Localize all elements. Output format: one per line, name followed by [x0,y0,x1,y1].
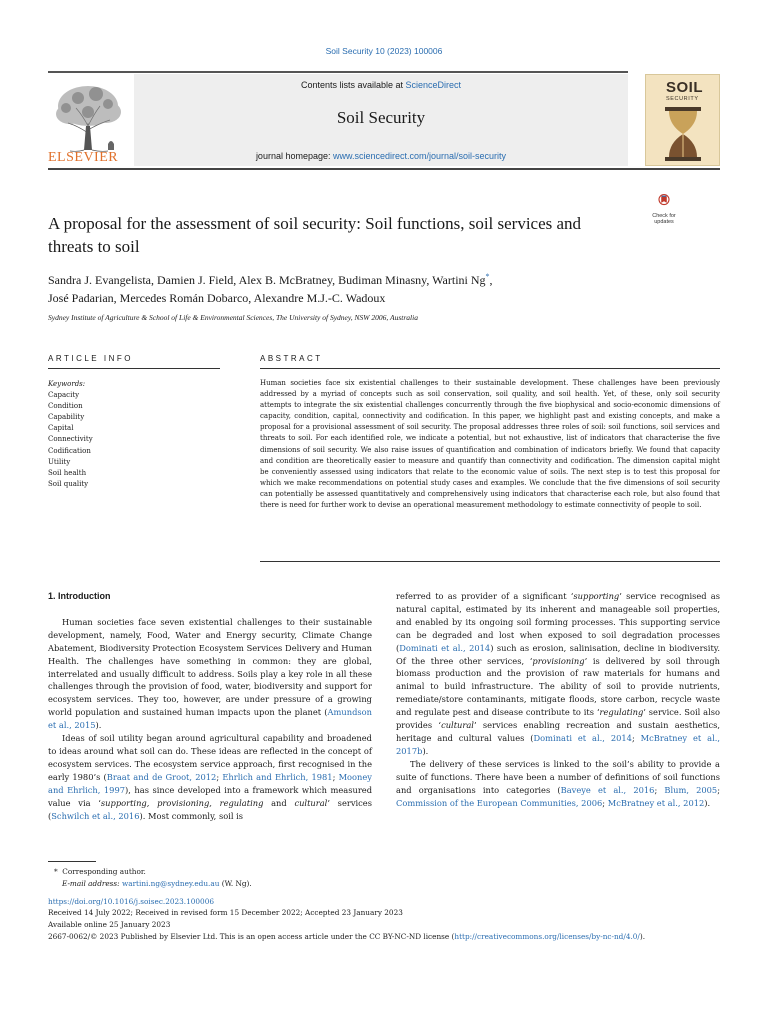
cover-subtitle: SECURITY [666,96,699,102]
citation-link[interactable]: McBratney et al., 2017b [396,732,720,756]
journal-homepage-link[interactable]: www.sciencedirect.com/journal/soil-security [333,151,507,161]
citation-link[interactable]: Schwilch et al., 2016 [51,810,140,821]
authors-line-1 [48,268,668,289]
text-run: ; [602,797,608,808]
authors-line-1-end: , [489,273,493,287]
masthead-top-rule [48,71,628,73]
sciencedirect-link[interactable]: ScienceDirect [405,80,462,90]
keyword-item: Capacity [48,391,80,400]
italic-run: supporting, provisioning, regulating [100,797,264,808]
keyword-item: Soil health [48,468,87,477]
journal-title: Soil Security [336,108,426,127]
authors-line-1-text: Sandra J. Evangelista, Damien J. Field, Alex B. McBratney, Budiman Minasny, Wartini Ng [48,273,486,287]
contents-prefix: Contents lists available at [300,80,406,90]
footnotes [48,866,728,943]
italic-run: supporting [573,591,620,601]
text-run: ; [717,784,720,795]
text-run: ). Most commonly, soil is [139,810,244,821]
received-dates: Received 14 July 2022; Received in revised form 15 December 2022; Accepted 23 January 2023 [48,908,403,918]
citation-link[interactable]: Dominati et al., 2014 [533,732,632,743]
text-run: Ideas of soil utility began around agricultural capability and broadened to ideas around what soil can do. These ideas are reflected in the concept of ecosystem services. The ecosystem service approach, first recognised in the early 1980’s ( [48,733,372,782]
italic-run: provisioning [532,655,585,666]
italic-run: regulating [599,707,644,718]
masthead-bottom-rule [48,168,720,170]
cover-title: SOIL [666,79,704,96]
homepage-line [134,151,628,161]
text-run: ; [654,784,665,795]
text-run: ’ services enabling recreation and sustain aesthetics, heritage and cultural values ( [396,720,720,743]
body-column-right [396,590,720,809]
citation-link[interactable]: Amundson et al., 2015 [48,707,372,731]
abstract-rule [260,368,720,369]
citation-link[interactable]: McBratney et al., 2012 [607,797,705,808]
license-link[interactable]: http://creativecommons.org/licenses/by-nc-nd/4.0/ [454,931,640,941]
text-run: Human societies face seven existential challenges to their sustainable development, namely, Food, Water and Energy security, Climate Change Abatement, Biodiversity Protection Ecosystem Services Delivery and Human Health. The challenges have something in common: they are global, interrelated and usually difficult to address. Soils play a key role in all these challenges through the provision of food, water, biodiversity and support for ecosystem services. They too, however, are under pressure of a growing world population and sustained human impacts upon the planet ( [48,616,372,718]
keyword-item: Codification [48,446,91,455]
text-run: ). [95,720,102,731]
citation-link[interactable]: Mooney and Ehrlich, 1997 [48,771,372,795]
keyword-item: Condition [48,402,83,411]
italic-run: cultural [294,797,328,808]
authors-line-2: José Padarian, Mercedes Román Dobarco, Alexandre M.J.-C. Wadoux [48,291,386,305]
hourglass-icon [662,105,704,163]
text-run: The delivery of these services is linked to the soil’s ability to provide a suite of functions. There have been a number of definitions of soil functions and organisations into categories ( [396,758,720,795]
text-run: and [263,797,295,808]
citation-link[interactable]: Commission of the European Communities, 2006 [396,797,603,808]
license-text-end: ). [639,931,646,941]
text-run: ’ service. Soil also provides ‘ [396,707,720,731]
body-column-left [48,590,372,822]
journal-cover[interactable] [645,74,720,166]
text-run: ; [631,732,641,743]
corresponding-author-text: Corresponding author. [62,867,146,876]
check-for-updates-icon[interactable] [646,194,682,214]
contents-line [134,80,628,90]
email-note [48,878,728,890]
italic-run: cultural [441,720,474,731]
keyword-item: Connectivity [48,435,93,444]
text-run: ’ services ( [48,797,372,821]
text-run: referred to as provider of a significant ‘ [396,591,574,601]
text-run: ; [216,771,223,782]
text-run: ’ service recognised as natural capital, estimated by its inherent and manageable soil properties, and enabled by its ongoing soil forming processes. This supporting service can be degraded and lost when exposed to soil degradation processes ( [396,591,721,653]
available-online: Available online 25 January 2023 [48,920,171,930]
intro-paragraph-2-continued [396,590,720,758]
email-owner: (W. Ng). [219,878,252,888]
homepage-label: journal homepage: [255,151,333,161]
text-run: ). [704,797,711,808]
keyword-item: Capital [48,424,74,433]
doi-link[interactable]: https://doi.org/10.1016/j.soisec.2023.100006 [48,896,214,906]
citation-link[interactable]: Blum, 2005 [664,784,718,795]
corresponding-author-mark[interactable]: * [485,272,490,281]
citation-link[interactable]: Dominati et al., 2014 [399,642,491,653]
abstract-heading: ABSTRACT [260,354,323,363]
corresponding-author-note [48,866,728,878]
footnote-rule [48,861,96,862]
intro-paragraph-2 [48,732,372,822]
intro-paragraph-3 [396,758,720,810]
citation-link[interactable]: Ehrlich and Ehrlich, 1981 [222,771,333,782]
text-run: ; [332,771,339,782]
text-run: ’ is delivered by soil through biomass production and the provision of raw materials for humans and animal to build infrastructure. The ability of soil to provide nutrients, remediate/store contaminants, mitigate floods, store carbon, recycle waste and regulate pest and disease contribute to its ‘ [396,655,720,718]
keyword-item: Utility [48,457,71,466]
keywords-label: Keywords: [48,380,86,388]
article-info-rule [48,368,220,369]
keyword-item: Capability [48,413,85,422]
article-info-heading: ARTICLE INFO [48,354,133,363]
email-link[interactable]: wartini.ng@sydney.edu.au [121,878,220,888]
article-title: A proposal for the assessment of soil security: Soil functions, soil services and threats to soil [48,214,582,256]
journal-citation[interactable]: Soil Security 10 (2023) 100006 [325,46,443,56]
author-list [48,268,668,307]
license-text: 2667-0062/© 2023 Published by Elsevier Ltd. This is an open access article under the CC BY-NC-ND license ( [48,931,455,941]
check-for-updates-label[interactable]: Check for updates [652,213,676,225]
keywords-list [48,379,228,490]
citation-link[interactable]: Baveye et al., 2016 [560,784,655,795]
section-heading-introduction: 1. Introduction [48,591,111,601]
footnote-mark: * [54,867,58,876]
abstract-text: Human societies face six existential challenges to their sustainable development. These challenges have been previously addressed by a myriad of concepts such as soil conservation, soil quality, and soil health. Yet, of these, only soil security attempts to integrate the six existential challenges concurrently through the five biophysical and socio-economic dimensions of capacity, condition, capital, connectivity and codification. In this paper, we highlight past and existing concepts, and make a proposal for a provisional assessment of soil security. The proposal addresses three roles of soil: soil functions, soil services and threats to soil. For each identified role, we indicate a potential, but not exhaustive, list of indicators that characterise the five dimensions of soil security. We also raise issues of quantification and combination of indicators briefly. We found that capacity and condition are theoretically easier to measure and quantify than connectivity and codification. The dimension capital might be conveniently assessed using indicators that relate to the economic value of soils. The next step is to test this proposal for which we make recommendations on potential study cases and examples. We conclude that the five dimensions of soil security can potentially be assessed quantitatively and comprehensively using indicators that characterise each role, but also found that there is need for further work to devise an operational measurement methodology to estimate connectivity of people to soil. [260,379,720,510]
text-run: ) such as erosion, salinisation, decline in biodiversity. Of the three other services, ‘ [396,642,721,666]
intro-paragraph-1 [48,616,372,732]
license-line [48,931,728,943]
text-run: ). [422,745,429,756]
keyword-item: Soil quality [48,479,89,488]
affiliation: Sydney Institute of Agriculture & School of Life & Environmental Sciences, The University of Sydney, NSW 2006, Australia [48,313,418,322]
email-label: E-mail address: [62,878,120,888]
publisher-name: ELSEVIER [48,150,119,165]
citation-link[interactable]: Braat and de Groot, 2012 [106,771,217,782]
abstract-bottom-rule [260,561,720,562]
text-run: ), has since developed into a framework which measured value via ‘ [48,784,373,808]
